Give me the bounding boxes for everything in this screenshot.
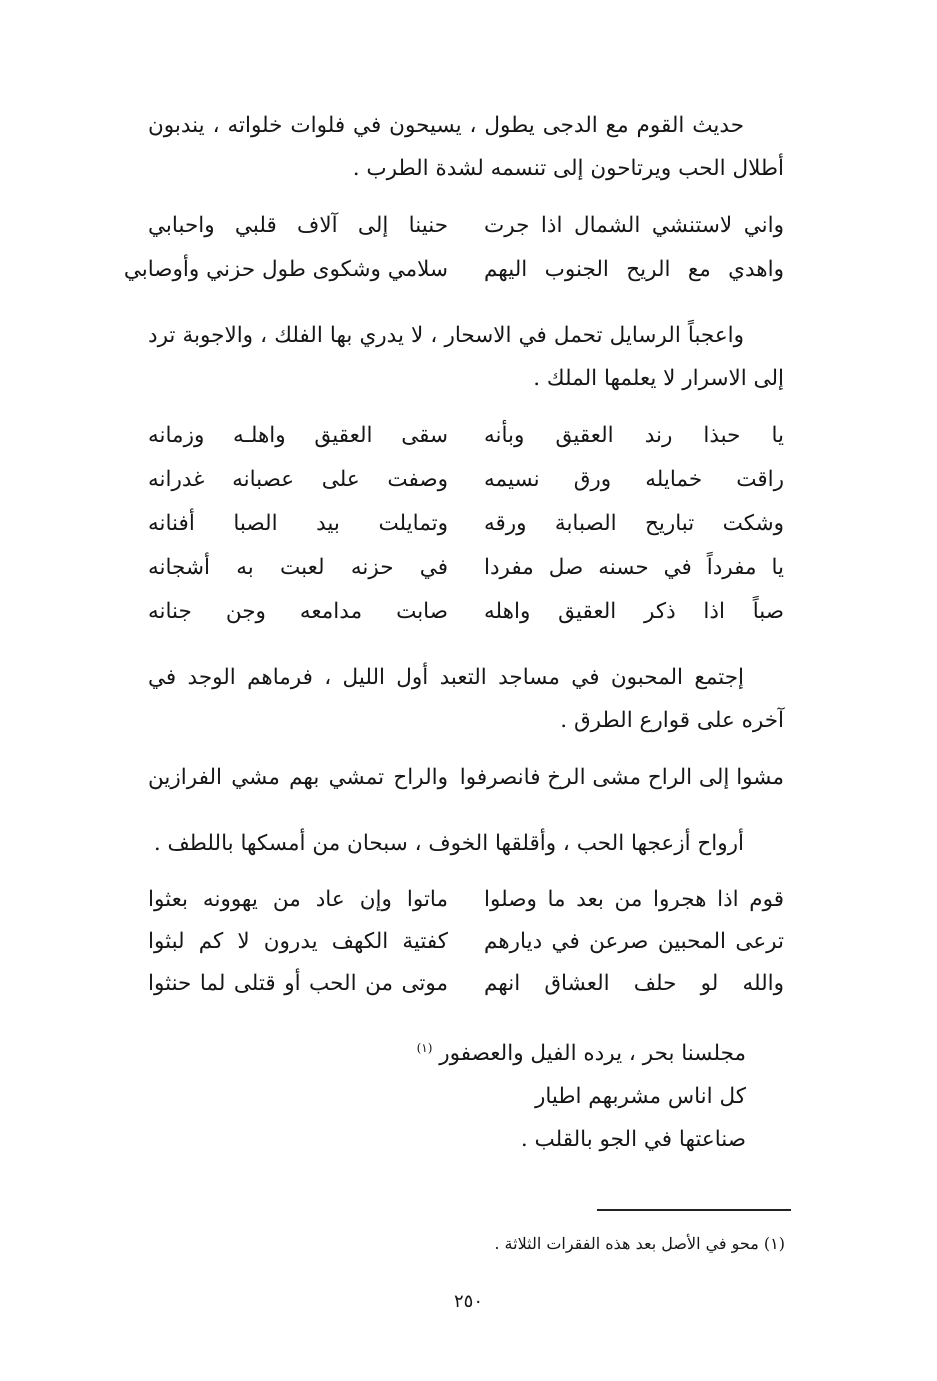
footnote: (١) محو في الأصل بعد هذه الفقرات الثلاثة . [494, 1234, 785, 1253]
verse-hemistich-second: في حزنه لعبت به أشجانه [148, 555, 448, 580]
prose-line: يندبون أطلال الحب ويرتاحون إلى تنسمه لشدة الطرب . [148, 113, 784, 181]
verse-hemistich-second: وصفت على عصبانه غدرانه [148, 467, 448, 492]
verse-row [148, 546, 784, 590]
verse-hemistich-second: وتمايلت بيد الصبا أفنانه [148, 511, 448, 536]
verse-hemistich-second: سقى العقيق واهلـه وزمانه [148, 423, 448, 448]
verse-hemistich-first: يا مفرداً في حسنه صل مفردا [484, 555, 784, 580]
verse-row [148, 414, 784, 458]
verse-hemistich-first: واهدي مع الريح الجنوب اليهم [484, 257, 784, 282]
verse-row [148, 502, 784, 546]
verse-row [148, 590, 784, 634]
verse-hemistich-first: واني لاستنشي الشمال اذا جرت [484, 213, 784, 238]
paragraph [148, 822, 784, 865]
verse-hemistich-second: حنينا إلى آلاف قلبي واحبابي [148, 213, 448, 238]
verse-row [123, 248, 784, 292]
centered-line: صناعتها في الجو بالقلب . [520, 1127, 746, 1153]
verse-hemistich-first: ترعى المحبين صرعن في ديارهم [484, 929, 784, 954]
verse-hemistich-second: ماتوا وإن عاد من يهوونه بعثوا [148, 887, 448, 912]
footnote-divider [597, 1209, 791, 1211]
verse-hemistich-second: والراح تمشي بهم مشي الفرازين [148, 765, 448, 790]
verse-row [148, 204, 784, 248]
verse-hemistich-second: سلامي وشكوى طول حزني وأوصابي [123, 257, 448, 282]
footnote-marker[interactable]: (١) [416, 1041, 433, 1055]
prose-line: أرواح أزعجها الحب ، وأقلقها الخوف ، سبحان من أمسكها [240, 831, 744, 856]
poem [148, 414, 784, 634]
prose-line: ترد إلى الاسرار لا يعلمها الملك . [148, 323, 784, 391]
page-body [123, 104, 784, 1161]
verse-hemistich-second: صابت مدامعه وجن جنانه [148, 599, 448, 624]
verse-hemistich-first: مشوا إلى الراح مشى الرخ فانصرفوا [459, 765, 784, 790]
verse-hemistich-first: والله لو حلف العشاق انهم [484, 971, 784, 996]
poem [148, 756, 784, 800]
verse-hemistich-first: وشكت تباريح الصبابة ورقه [484, 511, 784, 536]
poem [148, 879, 784, 1005]
prose-line: آخره على قوارع الطرق . [560, 708, 784, 733]
verse-hemistich-second: كفتية الكهف يدرون لا كم لبثوا [148, 929, 448, 954]
centered-line: مجلسنا بحر ، يرده الفيل والعصفور $^{(١)}$ [416, 1041, 746, 1067]
verse-hemistich-first: راقت خمايله ورق نسيمه [484, 467, 784, 492]
centered-line: كل اناس مشربهم اطيار [534, 1084, 746, 1110]
verse-hemistich-second: موتى من الحب أو قتلى لما حنثوا [148, 971, 448, 996]
prose-line: باللطف . [153, 831, 234, 856]
paragraph [148, 656, 784, 742]
verse-row [148, 458, 784, 502]
verse-hemistich-first: قوم اذا هجروا من بعد ما وصلوا [484, 887, 784, 912]
page-number: ٢٥٠ [453, 1291, 483, 1312]
centered-verse [326, 1027, 746, 1161]
poem [123, 204, 784, 292]
paragraph [148, 314, 784, 400]
prose-line: واعجباً الرسايل تحمل في الاسحار ، لا يدري بها الفلك ، والاجوبة [182, 323, 744, 348]
verse-row [148, 879, 784, 921]
verse-hemistich-first: صباً اذا ذكر العقيق واهله [484, 599, 784, 624]
prose-line: حديث القوم مع الدجى يطول ، يسيحون في فلوات خلواته ، [212, 113, 744, 138]
verse-row [148, 756, 784, 800]
verse-hemistich-first: يا حبذا رند العقيق وبأنه [484, 423, 784, 448]
verse-row [148, 921, 784, 963]
prose-line: إجتمع المحبون في مساجد التعبد أول الليل ، فرماهم الوجد في [148, 665, 744, 690]
paragraph [148, 104, 784, 190]
verse-row [148, 963, 784, 1005]
